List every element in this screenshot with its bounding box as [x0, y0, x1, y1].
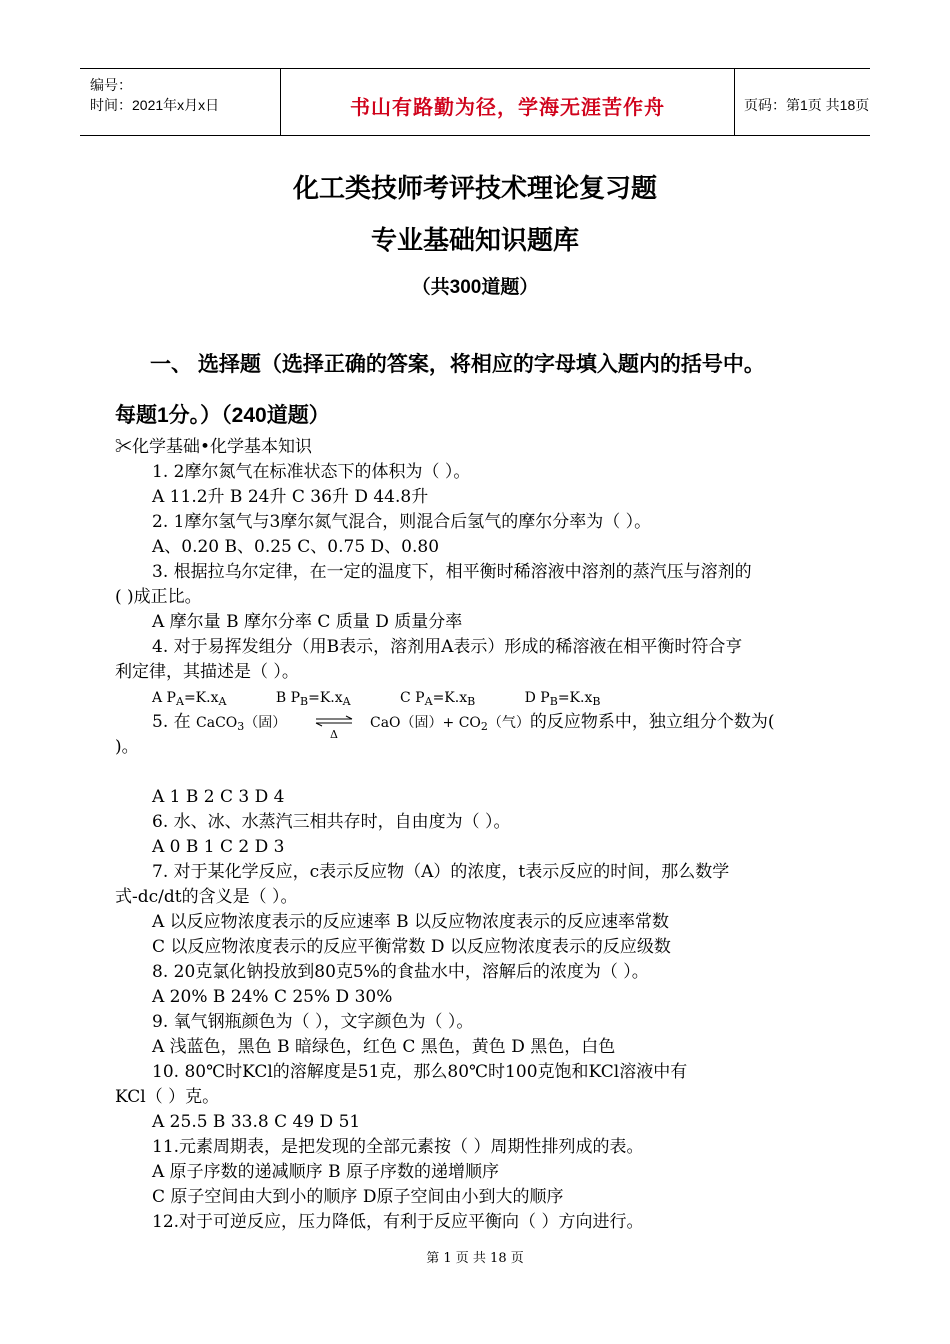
question-4: 4. 对于易挥发组分（用B表示，溶剂用A表示）形成的稀溶液在相平衡时符合亨	[152, 637, 743, 657]
scissors-icon: ✂	[115, 437, 132, 457]
question-12: 12.对于可逆反应，压力降低，有利于反应平衡向（ ）方向进行。	[152, 1212, 644, 1232]
page-footer: 第 1 页 共 18 页	[426, 1251, 524, 1266]
document-header	[80, 68, 870, 136]
header-left-cell	[80, 69, 280, 135]
question-5-products: CaO（固）+ $CO_2$（气）的反应物系中，独立组分个数为(	[370, 712, 775, 733]
option-c: C $P_A=K.x_B$	[400, 690, 476, 708]
question-8-options: A 20% B 24% C 25% D 30%	[152, 987, 393, 1007]
main-title: 化工类技师考评技术理论复习题	[292, 173, 657, 203]
time-label: 时间：2021年x月x日	[90, 97, 220, 113]
category-line	[115, 436, 312, 458]
svg-text:Δ: Δ	[330, 728, 338, 741]
question-5-options: A 1 B 2 C 3 D 4	[152, 787, 285, 807]
option-d: D $P_B=K.x_B$	[524, 690, 601, 708]
option-b: B $P_B=K.x_A$	[275, 690, 351, 708]
question-7: 7. 对于某化学反应，c表示反应物（A）的浓度，t表示反应的时间，那么数学	[152, 862, 730, 882]
product-formula: CaO（固）+ $CO_2$（气）	[370, 715, 530, 733]
question-5: 5. 在 CaCO$_3$（固）	[152, 712, 287, 733]
header-right-cell	[734, 69, 870, 135]
question-4-options	[152, 686, 600, 713]
question-1: 1. 2摩尔氮气在标准状态下的体积为（ ）。	[152, 462, 471, 482]
motto-text: 书山有路勤为径，学海无涯苦作舟	[350, 97, 665, 119]
option-a: A $P_A=K.x_A$	[152, 690, 227, 708]
question-8: 8. 20克氯化钠投放到80克5%的食盐水中，溶解后的浓度为（ ）。	[152, 962, 649, 982]
question-2: 2. 1摩尔氢气与3摩尔氮气混合，则混合后氢气的摩尔分率为（ ）。	[152, 512, 652, 532]
question-4-cont: 利定律，其描述是（ ）。	[115, 662, 299, 682]
question-11-options-cd: C 原子空间由大到小的顺序 D原子空间由小到大的顺序	[152, 1187, 564, 1207]
number-label: 编号：	[90, 77, 132, 93]
question-11-options-ab: A 原子序数的递减顺序 B 原子序数的递增顺序	[152, 1162, 499, 1182]
question-3-cont: ( )成正比。	[115, 587, 202, 607]
question-7-options-ab: A 以反应物浓度表示的反应速率 B 以反应物浓度表示的反应速率常数	[152, 912, 669, 932]
question-count: （共300道题）	[411, 277, 539, 298]
question-3-options: A 摩尔量 B 摩尔分率 C 质量 D 质量分率	[152, 612, 463, 632]
reaction-arrow-icon	[314, 711, 354, 741]
question-3: 3. 根据拉乌尔定律，在一定的温度下，相平衡时稀溶液中溶剂的蒸汽压与溶剂的	[152, 562, 752, 582]
question-10: 10. 80℃时KCl的溶解度是51克，那么80℃时100克饱和KCl溶液中有	[152, 1062, 688, 1082]
question-1-options: A 11.2升 B 24升 C 36升 D 44.8升	[152, 487, 429, 507]
question-9: 9. 氧气钢瓶颜色为（ ），文字颜色为（ ）。	[152, 1012, 474, 1032]
question-2-options: A、0.20 B、0.25 C、0.75 D、0.80	[152, 537, 440, 557]
section-heading-cont: 每题1分。）（240道题）	[115, 404, 330, 427]
question-9-options: A 浅蓝色，黑色 B 暗绿色，红色 C 黑色，黄色 D 黑色，白色	[152, 1037, 616, 1057]
question-7-cont: 式-dc/dt的含义是（ ）。	[115, 887, 298, 907]
question-10-options: A 25.5 B 33.8 C 49 D 51	[152, 1112, 361, 1132]
question-5-cont: )。	[115, 737, 139, 757]
question-6: 6. 水、冰、水蒸汽三相共存时，自由度为（ ）。	[152, 812, 511, 832]
reactant-formula: CaCO$_3$（固）	[196, 715, 287, 733]
question-7-options-cd: C 以反应物浓度表示的反应平衡常数 D 以反应物浓度表示的反应级数	[152, 937, 671, 957]
page-info: 页码：第1页 共18页	[744, 97, 870, 113]
section-heading: 一、 选择题（选择正确的答案，将相应的字母填入题内的括号中。	[150, 353, 765, 376]
sub-title: 专业基础知识题库	[370, 225, 579, 255]
question-6-options: A 0 B 1 C 2 D 3	[152, 837, 285, 857]
category-label: 化学基础•化学基本知识	[132, 437, 313, 457]
question-11: 11.元素周期表，是把发现的全部元素按（ ）周期性排列成的表。	[152, 1137, 644, 1157]
question-10-cont: KCl（ ）克。	[115, 1087, 220, 1107]
header-motto-cell	[280, 69, 735, 135]
